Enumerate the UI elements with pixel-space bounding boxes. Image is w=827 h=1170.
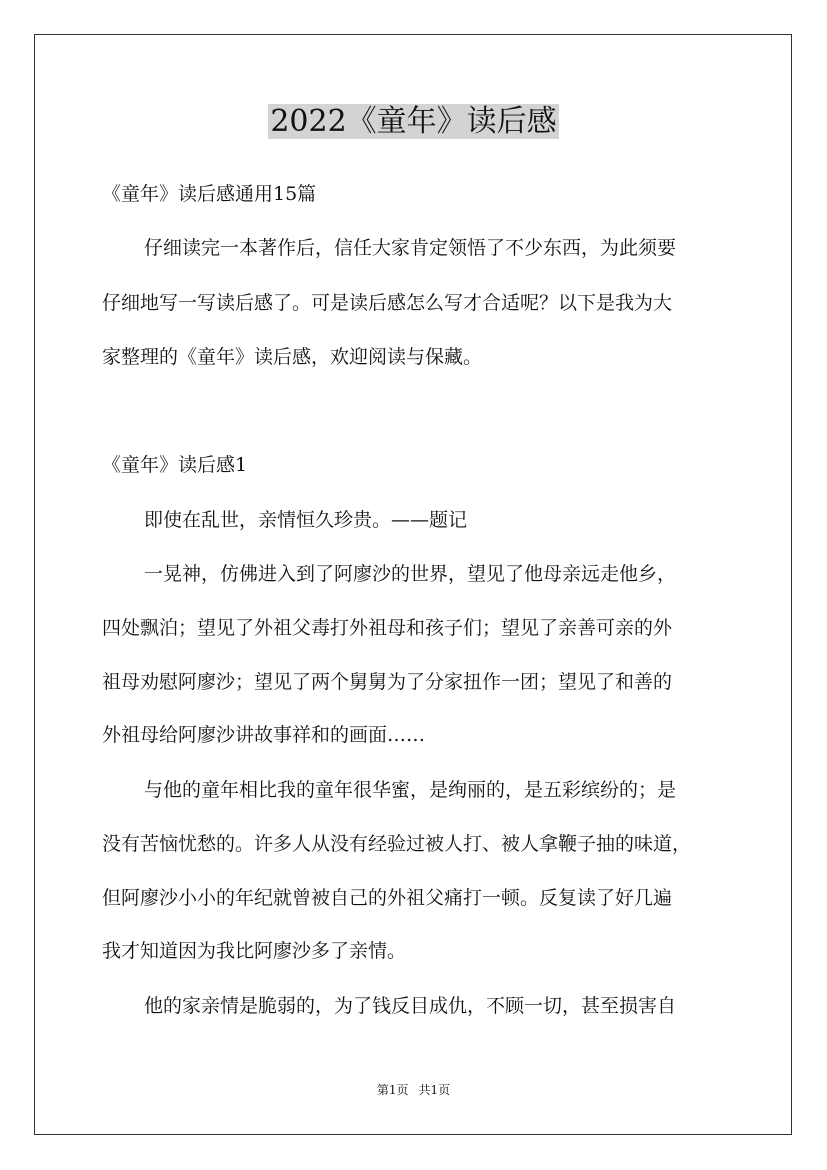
section-heading: 《童年》读后感1 — [102, 454, 248, 476]
document-subtitle: 《童年》读后感通用15篇 — [102, 183, 317, 205]
document-title — [0, 102, 827, 142]
paragraph-line: 没有苦恼忧愁的。许多人从没有经验过被人打、被人拿鞭子抽的味道， — [102, 833, 692, 855]
page-footer — [0, 1082, 827, 1098]
paragraph-line: 四处飘泊；望见了外祖父毒打外祖母和孩子们；望见了亲善可亲的外 — [102, 617, 673, 639]
page-number-total: 共1页 — [418, 1083, 451, 1097]
paragraph-line: 一晃神，仿佛进入到了阿廖沙的世界，望见了他母亲远走他乡， — [144, 563, 677, 585]
page-number-current: 第1页 — [376, 1083, 409, 1097]
paragraph-line: 他的家亲情是脆弱的，为了钱反目成仇，不顾一切，甚至损害自 — [144, 995, 677, 1017]
paragraph-line: 祖母劝慰阿廖沙；望见了两个舅舅为了分家扭作一团；望见了和善的 — [102, 671, 673, 693]
paragraph-line: 与他的童年相比我的童年很华蜜，是绚丽的，是五彩缤纷的；是 — [144, 779, 677, 801]
paragraph-line: 外祖母给阿廖沙讲故事祥和的画面…… — [102, 724, 426, 746]
epigraph: 即使在乱世，亲情恒久珍贵。——题记 — [144, 509, 468, 531]
document-title-text: 2022《童年》读后感 — [270, 104, 557, 139]
paragraph-line: 我才知道因为我比阿廖沙多了亲情。 — [102, 940, 407, 962]
intro-line: 仔细地写一写读后感了。可是读后感怎么写才合适呢？以下是我为大 — [102, 292, 673, 314]
paragraph-line: 但阿廖沙小小的年纪就曾被自己的外祖父痛打一顿。反复读了好几遍 — [102, 887, 673, 909]
intro-line: 家整理的《童年》读后感，欢迎阅读与保藏。 — [102, 346, 483, 368]
intro-line: 仔细读完一本著作后，信任大家肯定领悟了不少东西，为此须要 — [144, 237, 677, 259]
